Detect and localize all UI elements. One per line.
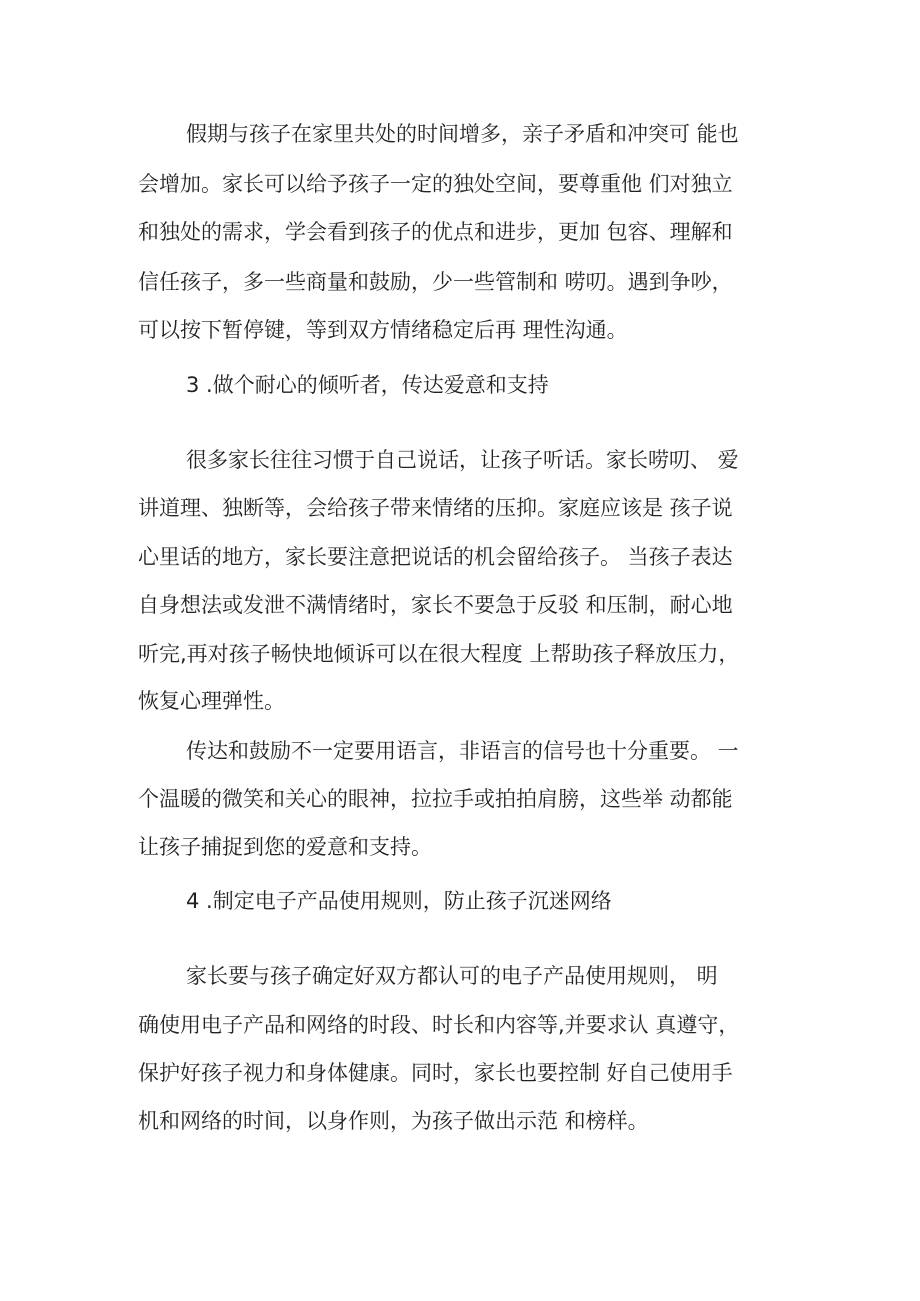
paragraph-3-line-3: 让孩子捕捉到您的爱意和支持。: [138, 835, 432, 859]
paragraph-2-line-4: 自身想法或发泄不满情绪时，家长不要急于反驳 和压制，耐心地: [138, 593, 733, 617]
paragraph-1-line-2: 会增加。家长可以给予孩子一定的独处空间，要尊重他 们对独立: [138, 172, 733, 196]
paragraph-3-line-1: 传达和鼓励不一定要用语言，非语言的信号也十分重要。 一: [186, 739, 739, 763]
paragraph-1-line-4: 信任孩子，多一些商量和鼓励，少一些管制和 唠叨。遇到争吵，: [138, 270, 733, 294]
paragraph-2-line-1: 很多家长往往习惯于自己说话，让孩子听话。家长唠叨、 爱: [186, 448, 739, 472]
paragraph-1-line-3: 和独处的需求，学会看到孩子的优点和进步，更加 包容、理解和: [138, 220, 733, 244]
paragraph-1-line-1: 假期与孩子在家里共处的时间增多，亲子矛盾和冲突可 能也: [186, 122, 739, 146]
section-heading-3: 3 .做个耐心的倾听者，传达爱意和支持: [186, 373, 549, 397]
paragraph-2-line-6: 恢复心理弹性。: [138, 689, 285, 713]
paragraph-4-line-4: 机和网络的时间，以身作则，为孩子做出示范 和榜样。: [138, 1109, 649, 1133]
paragraph-3-line-2: 个温暖的微笑和关心的眼神，拉拉手或拍拍肩膀，这些举 动都能: [138, 787, 733, 811]
paragraph-2-line-2: 讲道理、独断等，会给孩子带来情绪的压抑。家庭应该是 孩子说: [138, 496, 733, 520]
paragraph-4-line-3: 保护好孩子视力和身体健康。同时，家长也要控制 好自己使用手: [138, 1061, 733, 1085]
section-heading-4: 4 .制定电子产品使用规则，防止孩子沉迷网络: [186, 889, 612, 913]
paragraph-4-line-2: 确使用电子产品和网络的时段、时长和内容等,并要求认 真遵守，: [138, 1013, 740, 1037]
paragraph-2-line-3: 心里话的地方，家长要注意把说话的机会留给孩子。 当孩子表达: [138, 545, 733, 569]
paragraph-2-line-5: 听完,再对孩子畅快地倾诉可以在很大程度 上帮助孩子释放压力，: [138, 642, 740, 666]
paragraph-1-line-5: 可以按下暂停键，等到双方情绪稳定后再 理性沟通。: [138, 318, 628, 342]
paragraph-4-line-1: 家长要与孩子确定好双方都认可的电子产品使用规则， 明: [186, 964, 718, 988]
